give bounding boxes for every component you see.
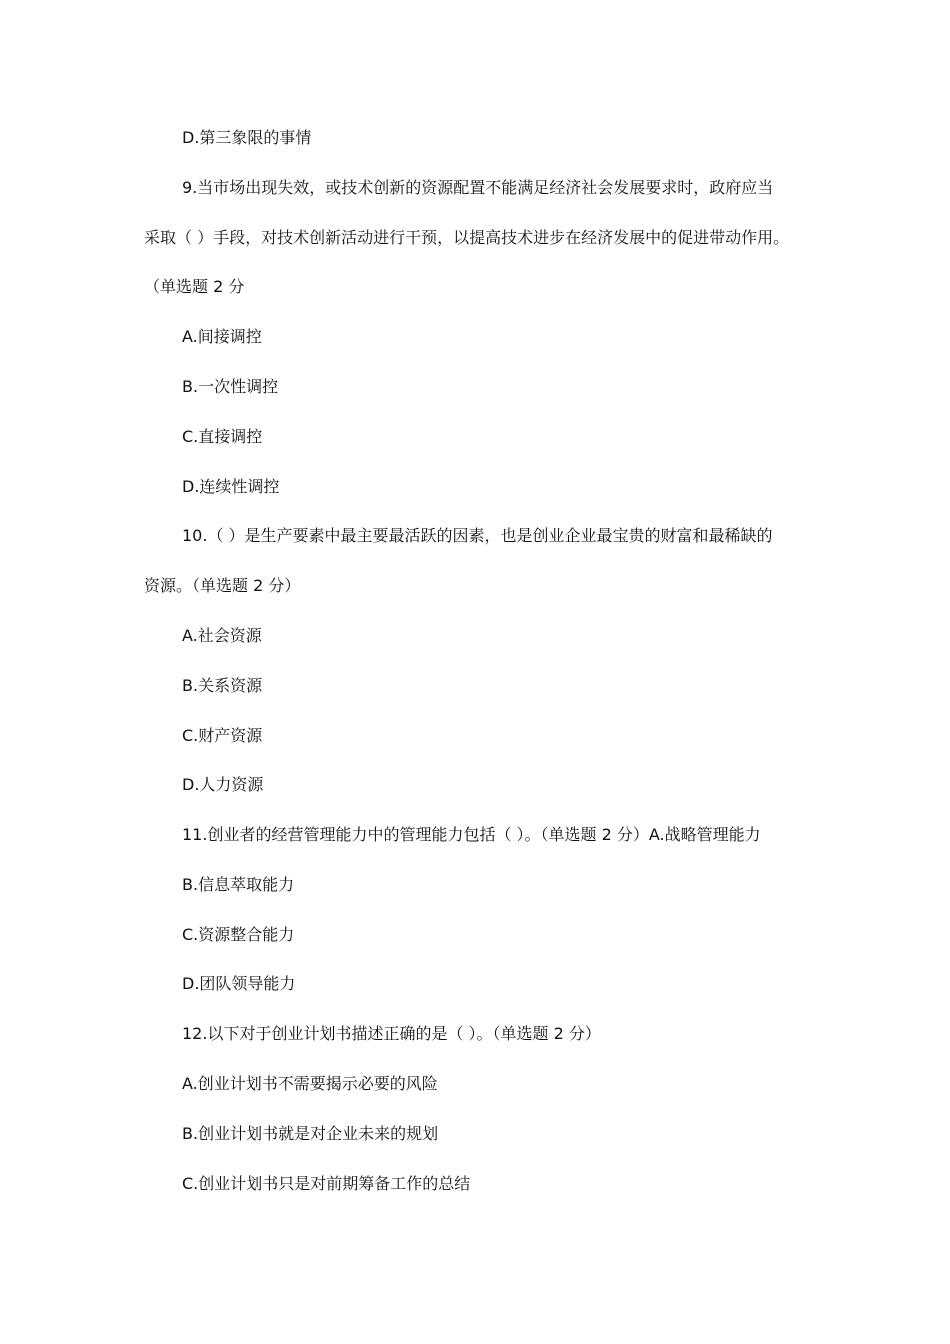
option-11c: C.资源整合能力: [182, 925, 295, 944]
option-10b: B.关系资源: [182, 676, 263, 695]
option-10d: D.人力资源: [182, 775, 264, 794]
option-10a: A.社会资源: [182, 626, 262, 645]
option-12a: A.创业计划书不需要揭示必要的风险: [182, 1074, 438, 1093]
option-12b: B.创业计划书就是对企业未来的规划: [182, 1124, 439, 1143]
option-9c: C.直接调控: [182, 427, 263, 446]
question-10-line-2: 资源。（单选题 2 分）: [144, 576, 301, 595]
option-9d: D.连续性调控: [182, 477, 280, 496]
option-9a: A.间接调控: [182, 327, 262, 346]
option-12c: C.创业计划书只是对前期筹备工作的总结: [182, 1174, 471, 1193]
option-10c: C.财产资源: [182, 726, 263, 745]
question-9-line-3: （单选题 2 分: [144, 277, 245, 296]
question-10-line-1: 10.（ ）是生产要素中最主要最活跃的因素，也是创业企业最宝贵的财富和最稀缺的: [182, 526, 773, 545]
question-9-line-1: 9.当市场出现失效，或技术创新的资源配置不能满足经济社会发展要求时，政府应当: [182, 178, 774, 197]
option-11d: D.团队领导能力: [182, 974, 296, 993]
option-11b: B.信息萃取能力: [182, 875, 295, 894]
question-12: 12.以下对于创业计划书描述正确的是（ ）。（单选题 2 分）: [182, 1024, 601, 1043]
question-11: 11.创业者的经营管理能力中的管理能力包括（ ）。（单选题 2 分）A.战略管理能力: [182, 825, 761, 844]
option-9b: B.一次性调控: [182, 377, 279, 396]
question-9-line-2: 采取（ ）手段，对技术创新活动进行干预，以提高技术进步在经济发展中的促进带动作用。: [144, 228, 790, 247]
option-8d: D.第三象限的事情: [182, 128, 312, 147]
